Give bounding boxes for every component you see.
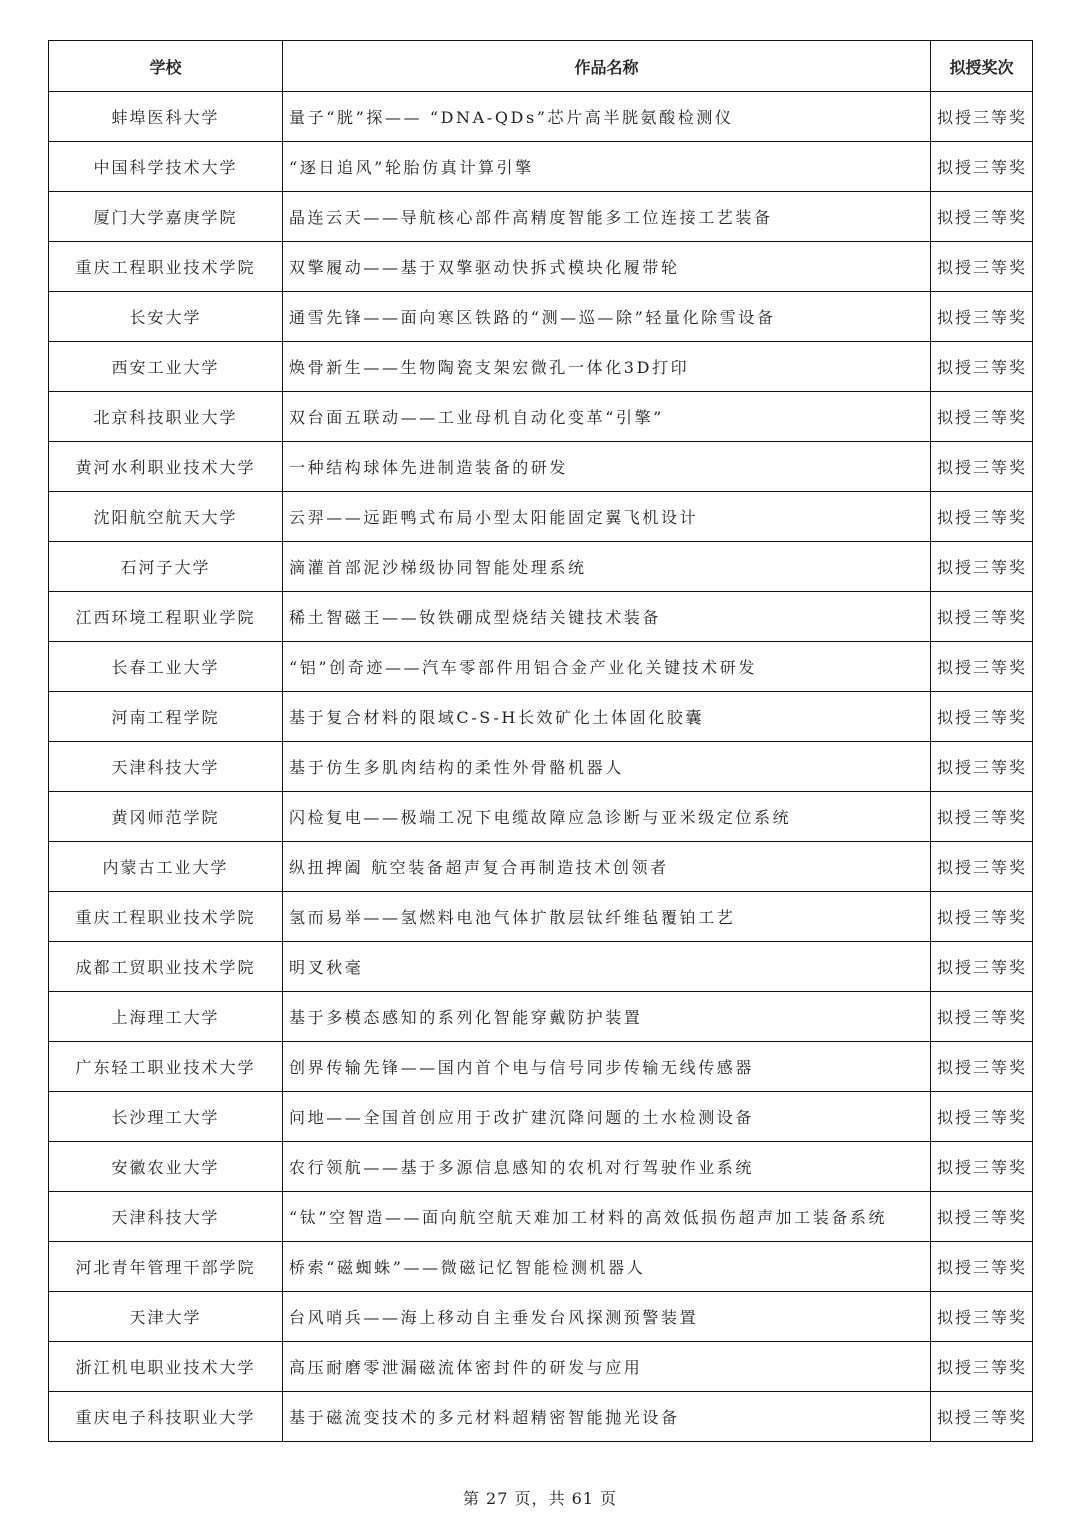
work-name-cell: 氢而易举——氢燃料电池气体扩散层钛纤维毡覆铂工艺	[283, 892, 931, 942]
award-cell: 拟授三等奖	[931, 1342, 1033, 1392]
table-row	[49, 292, 1033, 342]
school-cell: 广东轻工职业技术大学	[49, 1042, 283, 1092]
table-row	[49, 192, 1033, 242]
school-cell: 黄河水利职业技术大学	[49, 442, 283, 492]
award-cell: 拟授三等奖	[931, 1192, 1033, 1242]
school-cell: 内蒙古工业大学	[49, 842, 283, 892]
work-name-cell: 桥索“磁蜘蛛”——微磁记忆智能检测机器人	[283, 1242, 931, 1292]
school-cell: 河北青年管理干部学院	[49, 1242, 283, 1292]
work-name-cell: 台风哨兵——海上移动自主垂发台风探测预警装置	[283, 1292, 931, 1342]
table-row	[49, 1392, 1033, 1442]
work-name-cell: 通雪先锋——面向寒区铁路的“测—巡—除”轻量化除雪设备	[283, 292, 931, 342]
work-name-cell: 高压耐磨零泄漏磁流体密封件的研发与应用	[283, 1342, 931, 1392]
award-cell: 拟授三等奖	[931, 1292, 1033, 1342]
award-cell: 拟授三等奖	[931, 292, 1033, 342]
table-row	[49, 342, 1033, 392]
school-cell: 西安工业大学	[49, 342, 283, 392]
award-cell: 拟授三等奖	[931, 692, 1033, 742]
work-name-cell: 云羿——远距鸭式布局小型太阳能固定翼飞机设计	[283, 492, 931, 542]
table-row	[49, 1192, 1033, 1242]
award-cell: 拟授三等奖	[931, 842, 1033, 892]
award-cell: 拟授三等奖	[931, 742, 1033, 792]
school-cell: 天津大学	[49, 1292, 283, 1342]
award-cell: 拟授三等奖	[931, 992, 1033, 1042]
school-cell: 中国科学技术大学	[49, 142, 283, 192]
table-row	[49, 1342, 1033, 1392]
table-row	[49, 642, 1033, 692]
school-cell: 天津科技大学	[49, 742, 283, 792]
school-cell: 北京科技职业大学	[49, 392, 283, 442]
table-row	[49, 442, 1033, 492]
school-cell: 重庆电子科技职业大学	[49, 1392, 283, 1442]
work-name-cell: 纵扭捭阖 航空装备超声复合再制造技术创领者	[283, 842, 931, 892]
school-cell: 石河子大学	[49, 542, 283, 592]
table-row	[49, 542, 1033, 592]
table-header-row	[49, 41, 1033, 92]
school-cell: 黄冈师范学院	[49, 792, 283, 842]
table-row	[49, 742, 1033, 792]
school-cell: 长安大学	[49, 292, 283, 342]
work-name-cell: 创界传输先锋——国内首个电与信号同步传输无线传感器	[283, 1042, 931, 1092]
work-name-cell: 一种结构球体先进制造装备的研发	[283, 442, 931, 492]
award-cell: 拟授三等奖	[931, 442, 1033, 492]
table-row	[49, 942, 1033, 992]
award-cell: 拟授三等奖	[931, 142, 1033, 192]
table-row	[49, 1242, 1033, 1292]
school-cell: 沈阳航空航天大学	[49, 492, 283, 542]
award-cell: 拟授三等奖	[931, 192, 1033, 242]
table-row	[49, 1042, 1033, 1092]
work-name-cell: 闪检复电——极端工况下电缆故障应急诊断与亚米级定位系统	[283, 792, 931, 842]
work-name-cell: “钛”空智造——面向航空航天难加工材料的高效低损伤超声加工装备系统	[283, 1192, 931, 1242]
work-name-cell: 农行领航——基于多源信息感知的农机对行驾驶作业系统	[283, 1142, 931, 1192]
award-cell: 拟授三等奖	[931, 942, 1033, 992]
table-row	[49, 92, 1033, 142]
award-cell: 拟授三等奖	[931, 392, 1033, 442]
award-cell: 拟授三等奖	[931, 792, 1033, 842]
work-name-cell: “铝”创奇迹——汽车零部件用铝合金产业化关键技术研发	[283, 642, 931, 692]
awards-table	[48, 40, 1033, 1442]
work-name-cell: 焕骨新生——生物陶瓷支架宏微孔一体化3D打印	[283, 342, 931, 392]
award-cell: 拟授三等奖	[931, 1042, 1033, 1092]
work-name-cell: 基于仿生多肌肉结构的柔性外骨骼机器人	[283, 742, 931, 792]
school-cell: 厦门大学嘉庚学院	[49, 192, 283, 242]
school-cell: 重庆工程职业技术学院	[49, 892, 283, 942]
award-cell: 拟授三等奖	[931, 1242, 1033, 1292]
table-row	[49, 1142, 1033, 1192]
school-cell: 蚌埠医科大学	[49, 92, 283, 142]
award-cell: 拟授三等奖	[931, 1392, 1033, 1442]
award-cell: 拟授三等奖	[931, 242, 1033, 292]
work-name-cell: 双台面五联动——工业母机自动化变革“引擎”	[283, 392, 931, 442]
award-cell: 拟授三等奖	[931, 892, 1033, 942]
table-row	[49, 1292, 1033, 1342]
award-cell: 拟授三等奖	[931, 542, 1033, 592]
table-row	[49, 592, 1033, 642]
table-row	[49, 842, 1033, 892]
school-cell: 长沙理工大学	[49, 1092, 283, 1142]
school-cell: 浙江机电职业技术大学	[49, 1342, 283, 1392]
award-cell: 拟授三等奖	[931, 592, 1033, 642]
award-cell: 拟授三等奖	[931, 92, 1033, 142]
work-name-cell: 明叉秋毫	[283, 942, 931, 992]
school-cell: 安徽农业大学	[49, 1142, 283, 1192]
work-name-cell: “逐日追风”轮胎仿真计算引擎	[283, 142, 931, 192]
table-row	[49, 892, 1033, 942]
award-cell: 拟授三等奖	[931, 1092, 1033, 1142]
table-row	[49, 1092, 1033, 1142]
school-cell: 上海理工大学	[49, 992, 283, 1042]
table-row	[49, 692, 1033, 742]
work-name-cell: 滴灌首部泥沙梯级协同智能处理系统	[283, 542, 931, 592]
work-name-cell: 晶连云天——导航核心部件高精度智能多工位连接工艺装备	[283, 192, 931, 242]
work-name-cell: 基于多模态感知的系列化智能穿戴防护装置	[283, 992, 931, 1042]
award-cell: 拟授三等奖	[931, 1142, 1033, 1192]
school-cell: 天津科技大学	[49, 1192, 283, 1242]
school-cell: 重庆工程职业技术学院	[49, 242, 283, 292]
school-cell: 江西环境工程职业学院	[49, 592, 283, 642]
award-cell: 拟授三等奖	[931, 492, 1033, 542]
table-row	[49, 992, 1033, 1042]
award-cell: 拟授三等奖	[931, 642, 1033, 692]
work-name-cell: 稀土智磁王——钕铁硼成型烧结关键技术装备	[283, 592, 931, 642]
work-name-cell: 问地——全国首创应用于改扩建沉降问题的土水检测设备	[283, 1092, 931, 1142]
school-cell: 河南工程学院	[49, 692, 283, 742]
table-row	[49, 242, 1033, 292]
header-work-name: 作品名称	[283, 41, 931, 92]
table-row	[49, 392, 1033, 442]
school-cell: 成都工贸职业技术学院	[49, 942, 283, 992]
header-award: 拟授奖次	[931, 41, 1033, 92]
work-name-cell: 双擎履动——基于双擎驱动快拆式模块化履带轮	[283, 242, 931, 292]
work-name-cell: 基于磁流变技术的多元材料超精密智能抛光设备	[283, 1392, 931, 1442]
table-body	[49, 92, 1033, 1442]
school-cell: 长春工业大学	[49, 642, 283, 692]
table-row	[49, 792, 1033, 842]
table-row	[49, 492, 1033, 542]
page-number: 第 27 页，共 61 页	[462, 1489, 618, 1508]
table-row	[49, 142, 1033, 192]
work-name-cell: 量子“胱”探—— “DNA-QDs”芯片高半胱氨酸检测仪	[283, 92, 931, 142]
work-name-cell: 基于复合材料的限域C-S-H长效矿化土体固化胶囊	[283, 692, 931, 742]
award-cell: 拟授三等奖	[931, 342, 1033, 392]
header-school: 学校	[49, 41, 283, 92]
